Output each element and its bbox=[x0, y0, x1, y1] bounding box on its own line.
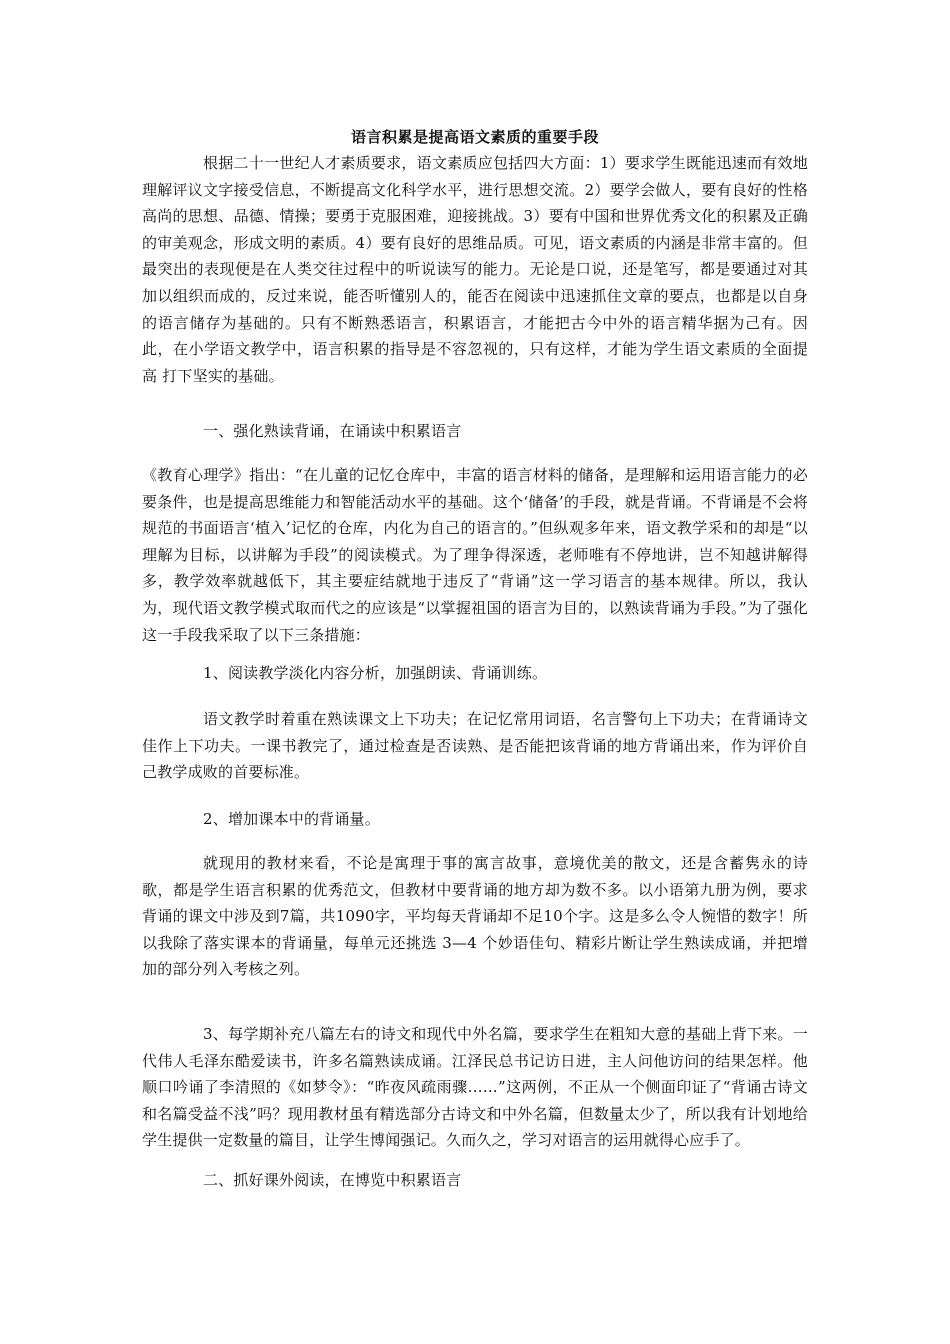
paragraph-reading-teaching: 语文教学时着重在熟读课文上下功夫；在记忆常用词语，名言警句上下功夫；在背诵诗文佳作上下功夫。一课书教完了，通过检查是否读熟、是否能把该背诵的地方背诵出来，作为评价自己教学成败的首要标准。 bbox=[142, 710, 808, 782]
paragraph-textbook-recitation: 就现用的教材来看，不论是寓理于事的寓言故事，意境优美的散文，还是含蓄隽永的诗歌，都是学生语言积累的优秀范文，但教材中要背诵的地方却为数不多。以小语第九册为例，要求背诵的课文中涉及到7篇，共1090字，平均每天背诵却不足10个字。这是多么令人惋惜的数字！所以我除了落实课本的背诵量，每单元还挑选 3—4 个妙语佳句、精彩片断让学生熟读成诵，并把增加的部分列入考核之列。 bbox=[142, 854, 808, 979]
section-heading-1: 一、强化熟读背诵，在诵读中积累语言 bbox=[203, 422, 462, 440]
paragraph-supplementary-poems: 3、每学期补充八篇左右的诗文和现代中外名篇，要求学生在粗知大意的基础上背下来。一代伟人毛泽东酷爱读书，许多名篇熟读成诵。江泽民总书记访日进，主人问他访问的结果怎样。他顺口吟诵了李清照的《如梦令》：“昨夜风疏雨骤……”这两例，不正从一个侧面印证了“背诵古诗文和名篇受益不浅”吗？现用教材虽有精选部分古诗文和中外名篇，但数量太少了，所以我有计划地给学生提供一定数量的篇目，让学生博闻强记。久而久之，学习对语言的运用就得心应手了。 bbox=[142, 1025, 808, 1150]
section-heading-2: 二、抓好课外阅读，在博览中积累语言 bbox=[203, 1171, 462, 1189]
paragraph-psychology-quote: 《教育心理学》指出：“在儿童的记忆仓库中，丰富的语言材料的储备，是理解和运用语言能力的必要条件，也是提高思维能力和智能活动水平的基础。这个‘储备’的手段，就是背诵。不背诵是不会将规范的书面语言‘植入’记忆的仓库，内化为自己的语言的。”但纵观多年来，语文教学采和的却是“以理解为目标，以讲解为手段”的阅读模式。为了理争得深透，老师唯有不停地讲，岂不知越讲解得多，教学效率就越低下，其主要症结就地于违反了“背诵”这一学习语言的基本规律。所以，我认为，现代语文教学模式取而代之的应该是“以掌握祖国的语言为目的，以熟读背诵为手段。”为了强化这一手段我采取了以下三条措施： bbox=[142, 466, 808, 644]
paragraph-intro: 根据二十一世纪人才素质要求，语文素质应包括四大方面：1）要求学生既能迅速而有效地理解评议文字接受信息，不断提高文化科学水平，进行思想交流。2）要学会做人，要有良好的性格高尚的思想、品德、情操；要勇于克服困难，迎接挑战。3）要有中国和世界优秀文化的积累及正确的审美观念，形成文明的素质。4）要有良好的思维品质。可见，语文素质的内涵是非常丰富的。但最突出的表现便是在人类交往过程中的听说读写的能力。无论是口说，还是笔写，都是要通过对其加以组织而成的，反过来说，能否听懂别人的，能否在阅读中迅速抓住文章的要点，也都是以自身的语言储存为基础的。只有不断熟悉语言，积累语言，才能把古今中外的语言精华据为己有。因此，在小学语文教学中，语言积累的指导是不容忽视的，只有这样，才能为学生语文素质的全面提高 打下坚实的基础。 bbox=[142, 154, 808, 385]
document-title: 语言积累是提高语文素质的重要手段 bbox=[350, 128, 599, 146]
subsection-heading-2: 2、增加课本中的背诵量。 bbox=[203, 810, 380, 828]
subsection-heading-1: 1、阅读教学淡化内容分析，加强朗读、背诵训练。 bbox=[203, 664, 548, 682]
